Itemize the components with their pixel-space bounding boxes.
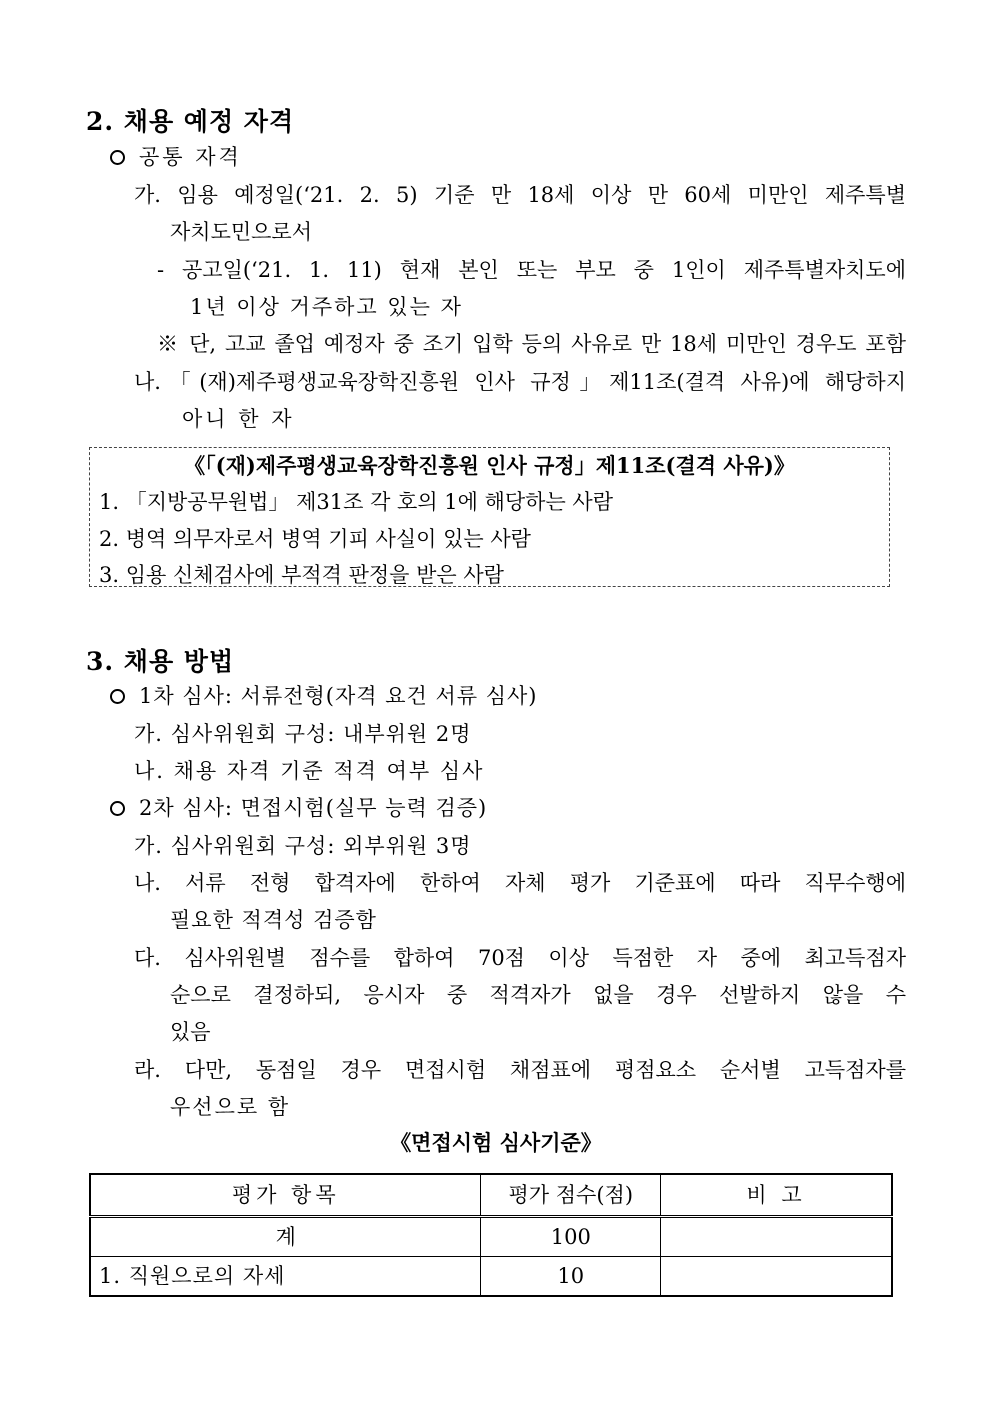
- criteria-header-row: [90, 1174, 892, 1217]
- second-exam-ga: 가. 심사위원회 구성: 외부위원 3명: [134, 834, 472, 858]
- table-row: [90, 1257, 892, 1297]
- header-score: 평가 점수(점): [481, 1174, 661, 1217]
- second-exam-na-line1: 나. 서류 전형 합격자에 한하여 자체 평가 기준표에 따라 직무수행에: [134, 871, 906, 895]
- second-exam-ra-line2: 우선으로 함: [170, 1095, 291, 1119]
- item-ga-line2: 자치도민으로서: [170, 220, 313, 244]
- disqualification-box: [89, 447, 890, 587]
- table-row: [90, 1217, 892, 1257]
- row-note: [661, 1217, 892, 1257]
- second-exam-da-line2: 순으로 결정하되, 응시자 중 적격자가 없을 경우 선발하지 않을 수: [170, 983, 906, 1007]
- sub-item-line1: - 공고일(‘21. 1. 11) 현재 본인 또는 부모 중 1인이 제주특별자치도에: [157, 258, 906, 282]
- disqualification-item-2: 2. 병역 의무자로서 병역 기피 사실이 있는 사람: [99, 527, 531, 551]
- item-na-line2: 아니 한 자: [182, 407, 295, 431]
- second-exam-na-line2: 필요한 적격성 검증함: [170, 908, 377, 932]
- row-item: 계: [90, 1217, 481, 1257]
- circle-bullet-icon: [110, 150, 125, 165]
- row-note: [661, 1257, 892, 1297]
- first-exam-label: 1차 심사: 서류전형(자격 요건 서류 심사): [139, 684, 538, 708]
- circle-bullet-icon: [110, 689, 125, 704]
- criteria-title: 《면접시험 심사기준》: [390, 1130, 602, 1155]
- note-line: ※ 단, 고교 졸업 예정자 중 조기 입학 등의 사유로 만 18세 미만인 경우도 포함: [157, 332, 906, 356]
- header-note: 비 고: [661, 1174, 892, 1217]
- second-exam-label: 2차 심사: 면접시험(실무 능력 검증): [139, 796, 488, 820]
- second-exam-item: [110, 792, 487, 824]
- disqualification-box-title: 《「(재)제주평생교육장학진흥원 인사 규정」제11조(결격 사유)》: [184, 453, 795, 478]
- first-exam-item: [110, 680, 538, 712]
- row-score: 100: [481, 1217, 661, 1257]
- second-exam-da-line3: 있음: [170, 1020, 211, 1044]
- second-exam-da-line1: 다. 심사위원별 점수를 합하여 70점 이상 득점한 자 중에 최고득점자: [134, 946, 906, 970]
- first-exam-na: 나. 채용 자격 기준 적격 여부 심사: [134, 759, 485, 783]
- disqualification-item-3: 3. 임용 신체검사에 부적격 판정을 받은 사람: [99, 563, 504, 587]
- second-exam-ra-line1: 라. 다만, 동점일 경우 면접시험 채점표에 평점요소 순서별 고득점자를: [134, 1058, 906, 1082]
- common-qualification-item: [110, 141, 242, 173]
- header-item: 평가 항목: [90, 1174, 481, 1217]
- common-qualification-label: 공통 자격: [139, 145, 242, 169]
- sub-item-line2: 1년 이상 거주하고 있는 자: [190, 295, 463, 319]
- section-2-heading: 2. 채용 예정 자격: [86, 107, 295, 136]
- circle-bullet-icon: [110, 801, 125, 816]
- row-item: 1. 직원으로의 자세: [90, 1257, 481, 1297]
- criteria-table: [89, 1173, 893, 1297]
- first-exam-ga: 가. 심사위원회 구성: 내부위원 2명: [134, 722, 472, 746]
- disqualification-item-1: 1. 「지방공무원법」 제31조 각 호의 1에 해당하는 사람: [99, 490, 613, 514]
- item-na-line1: 나.「(재)제주평생교육장학진흥원 인사 규정」제11조(결격 사유)에 해당하지: [134, 370, 906, 394]
- item-ga-line1: 가. 임용 예정일(‘21. 2. 5) 기준 만 18세 이상 만 60세 미만인 제주특별: [134, 183, 906, 207]
- section-3-heading: 3. 채용 방법: [86, 647, 235, 676]
- row-score: 10: [481, 1257, 661, 1297]
